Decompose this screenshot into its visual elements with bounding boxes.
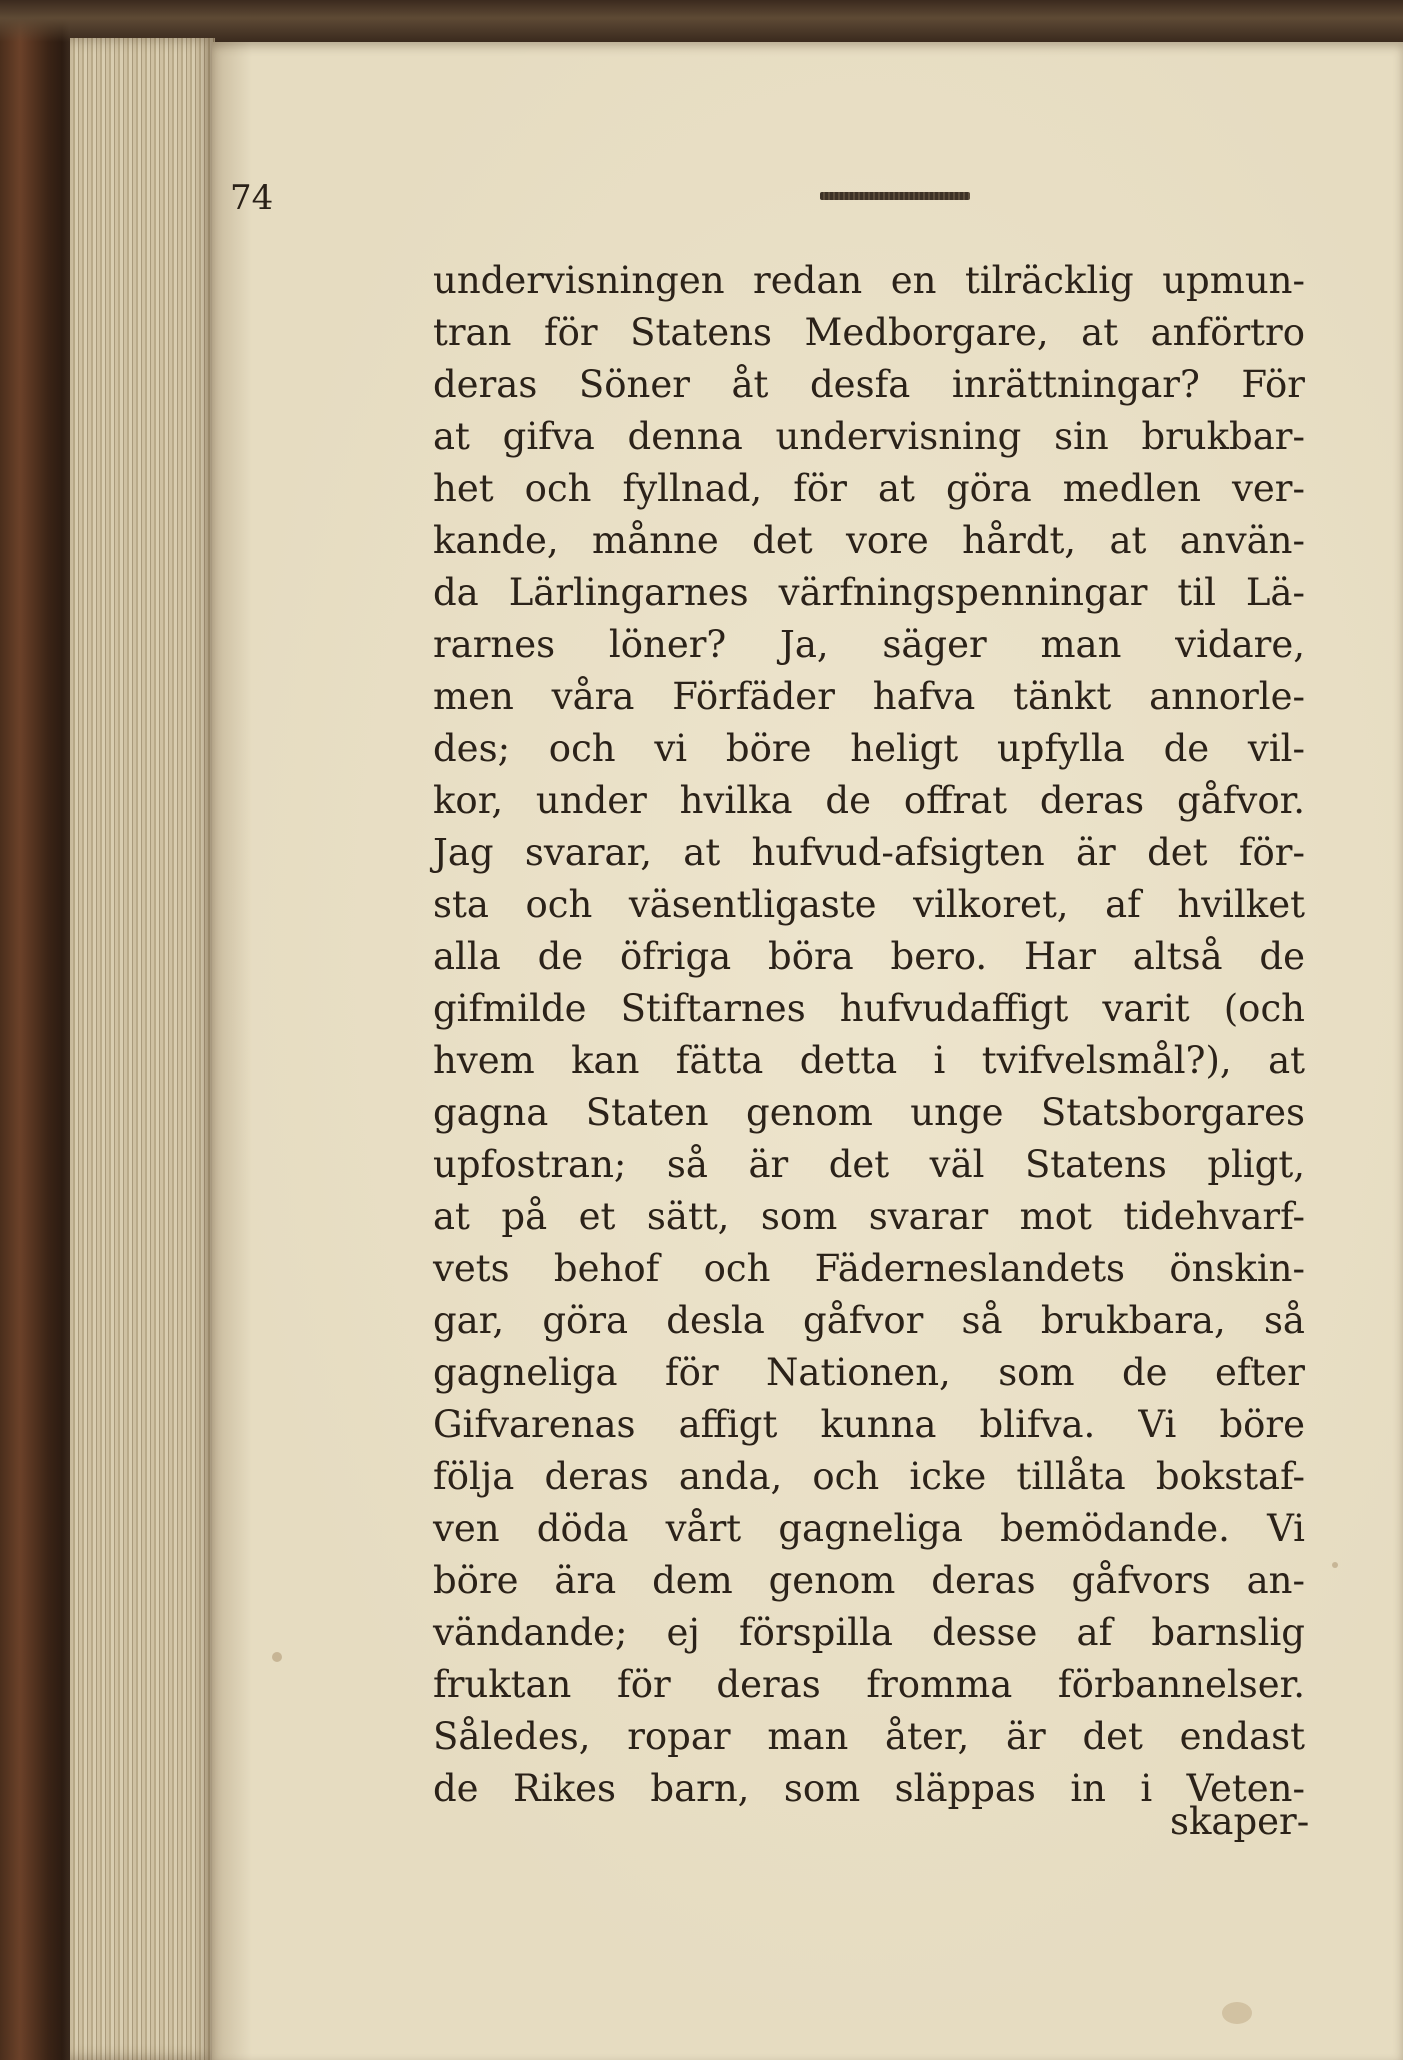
page-header [230, 178, 1030, 218]
text-line: at på et sätt, som svarar mot tidehvarf- [433, 1195, 1305, 1238]
text-line: at gifva denna undervisning sin brukbar- [433, 415, 1305, 458]
text-line: gar, göra desla gåfvor så brukbara, så [433, 1299, 1305, 1342]
header-ornament-rule [820, 192, 970, 200]
text-line: fruktan för deras fromma förbannelser. [433, 1663, 1305, 1706]
text-line: Således, ropar man åter, är det endast [433, 1715, 1305, 1758]
paper-stain [1332, 1562, 1338, 1568]
text-line: vändande; ej förspilla desse af barnslig [433, 1611, 1305, 1654]
binding-shadow [0, 0, 1403, 42]
text-line: alla de öfriga böra bero. Har altså de [433, 935, 1305, 978]
body-text [433, 255, 1305, 1815]
text-line: vets behof och Fäderneslandets önskin- [433, 1247, 1305, 1290]
text-line: böre ära dem genom deras gåfvors an- [433, 1559, 1305, 1602]
text-line: da Lärlingarnes värfningspenningar til Lä- [433, 571, 1305, 614]
text-line: gifmilde Stiftarnes hufvudaffigt varit (och [433, 987, 1305, 1030]
text-line: kande, månne det vore hårdt, at använ- [433, 519, 1305, 562]
paper-stain [1222, 2002, 1252, 2024]
text-line: sta och väsentligaste vilkoret, af hvilket [433, 883, 1305, 926]
text-line: gagneliga för Nationen, som de efter [433, 1351, 1305, 1394]
text-line: upfostran; så är det väl Statens pligt, [433, 1143, 1305, 1186]
text-line: ven döda vårt gagneliga bemödande. Vi [433, 1507, 1305, 1550]
text-line: de Rikes barn, som släppas in i Veten- [433, 1767, 1305, 1810]
text-line: undervisningen redan en tilräcklig upmun- [433, 259, 1305, 302]
text-line: rarnes löner? Ja, säger man vidare, [433, 623, 1305, 666]
text-line: Jag svarar, at hufvud-afsigten är det för- [433, 831, 1305, 874]
paper-stain [272, 1652, 282, 1662]
text-line: kor, under hvilka de offrat deras gåfvor. [433, 779, 1305, 822]
text-line: Gifvarenas affigt kunna blifva. Vi böre [433, 1403, 1305, 1446]
text-line: het och fyllnad, för at göra medlen ver- [433, 467, 1305, 510]
text-line: följa deras anda, och icke tillåta bokstaf- [433, 1455, 1305, 1498]
text-line: men våra Förfäder hafva tänkt annorle- [433, 675, 1305, 718]
text-line: hvem kan fätta detta i tvifvelsmål?), at [433, 1039, 1305, 1082]
page-edges [70, 38, 215, 2060]
text-line: gagna Staten genom unge Statsborgares [433, 1091, 1305, 1134]
page-number: 74 [230, 178, 274, 218]
text-line: tran för Statens Medborgare, at anförtro [433, 311, 1305, 354]
text-line: des; och vi böre heligt upfylla de vil- [433, 727, 1305, 770]
catchword: skaper- [1170, 1800, 1310, 1843]
text-line: deras Söner åt desfa inrättningar? För [433, 363, 1305, 406]
